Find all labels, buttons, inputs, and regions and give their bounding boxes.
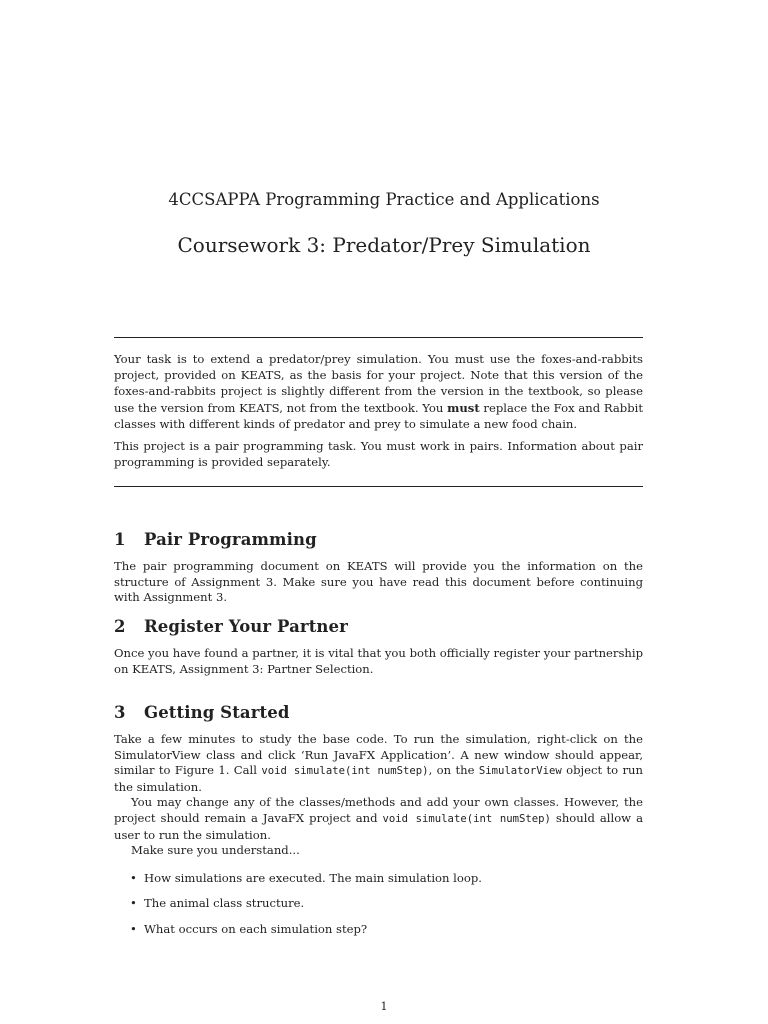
section-heading <box>114 703 643 722</box>
page-number: 1 <box>380 1000 388 1013</box>
abstract-bottom-rule <box>114 486 643 487</box>
bullet-icon: • <box>130 896 137 911</box>
section-paragraph-2: You may change any of the classes/methods and add your own classes. However, the project should remain a JavaFX project and void simulate(int numStep) should allow a user to run the simulation. <box>114 795 643 842</box>
section-title: Register Your Partner <box>144 617 348 636</box>
section-title: Getting Started <box>144 703 290 722</box>
code-simulate: void simulate(int numStep) <box>261 765 429 778</box>
code-simulate: void simulate(int numStep) <box>382 812 551 825</box>
section-heading <box>114 617 643 636</box>
list-item: • The animal class structure. <box>130 896 305 911</box>
list-item: • How simulations are executed. The main simulation loop. <box>130 870 482 885</box>
section-number: 3 <box>114 703 126 722</box>
emphasis-must: must <box>447 400 480 415</box>
list-item: • What occurs on each simulation step? <box>130 921 368 936</box>
abstract-paragraph-1: Your task is to extend a predator/prey simulation. You must use the foxes-and-rabbits project, provided on KEATS, as the basis for your project. Note that this version of the foxes-and-rabbits project is slightly different from the version in the textbook, so please use the version from KEATS, not from the textbook. You must replace the Fox and Rabbit classes with different kinds of predator and prey to simulate a new food chain. <box>114 352 643 431</box>
abstract-top-rule <box>114 337 643 338</box>
abstract <box>114 351 643 476</box>
coursework-title: Coursework 3: Predator/Prey Simulation <box>177 233 591 257</box>
code-simulatorview: SimulatorView <box>478 765 562 778</box>
section-title: Pair Programming <box>144 530 317 549</box>
section-number: 1 <box>114 530 126 549</box>
section-register-partner <box>114 617 643 677</box>
section-getting-started <box>114 703 643 948</box>
section-body: The pair programming document on KEATS will provide you the information on the structure of Assignment 3. Make sure you have read this document before continuing with Assignment 3. <box>114 559 643 605</box>
abstract-paragraph-2: This project is a pair programming task. You must work in pairs. Information about pair programming is provided separately. <box>114 439 643 470</box>
course-title: 4CCSAPPA Programming Practice and Applications <box>168 190 600 209</box>
bullet-list <box>114 871 643 938</box>
bullet-icon: • <box>130 870 137 885</box>
section-body: Once you have found a partner, it is vital that you both officially register your partnership on KEATS, Assignment 3: Partner Selection. <box>114 646 643 676</box>
section-paragraph-1: Take a few minutes to study the base code. To run the simulation, right-click on the SimulatorView class and click ‘Run JavaFX Application’. A new window should appear, similar to Figure 1. Call void simulate(int numStep), on the SimulatorView object to run the simulation. <box>114 732 643 794</box>
section-pair-programming <box>114 530 643 606</box>
section-number: 2 <box>114 617 126 636</box>
section-paragraph-3: Make sure you understand... <box>131 843 300 858</box>
section-heading <box>114 530 643 549</box>
bullet-icon: • <box>130 921 137 936</box>
